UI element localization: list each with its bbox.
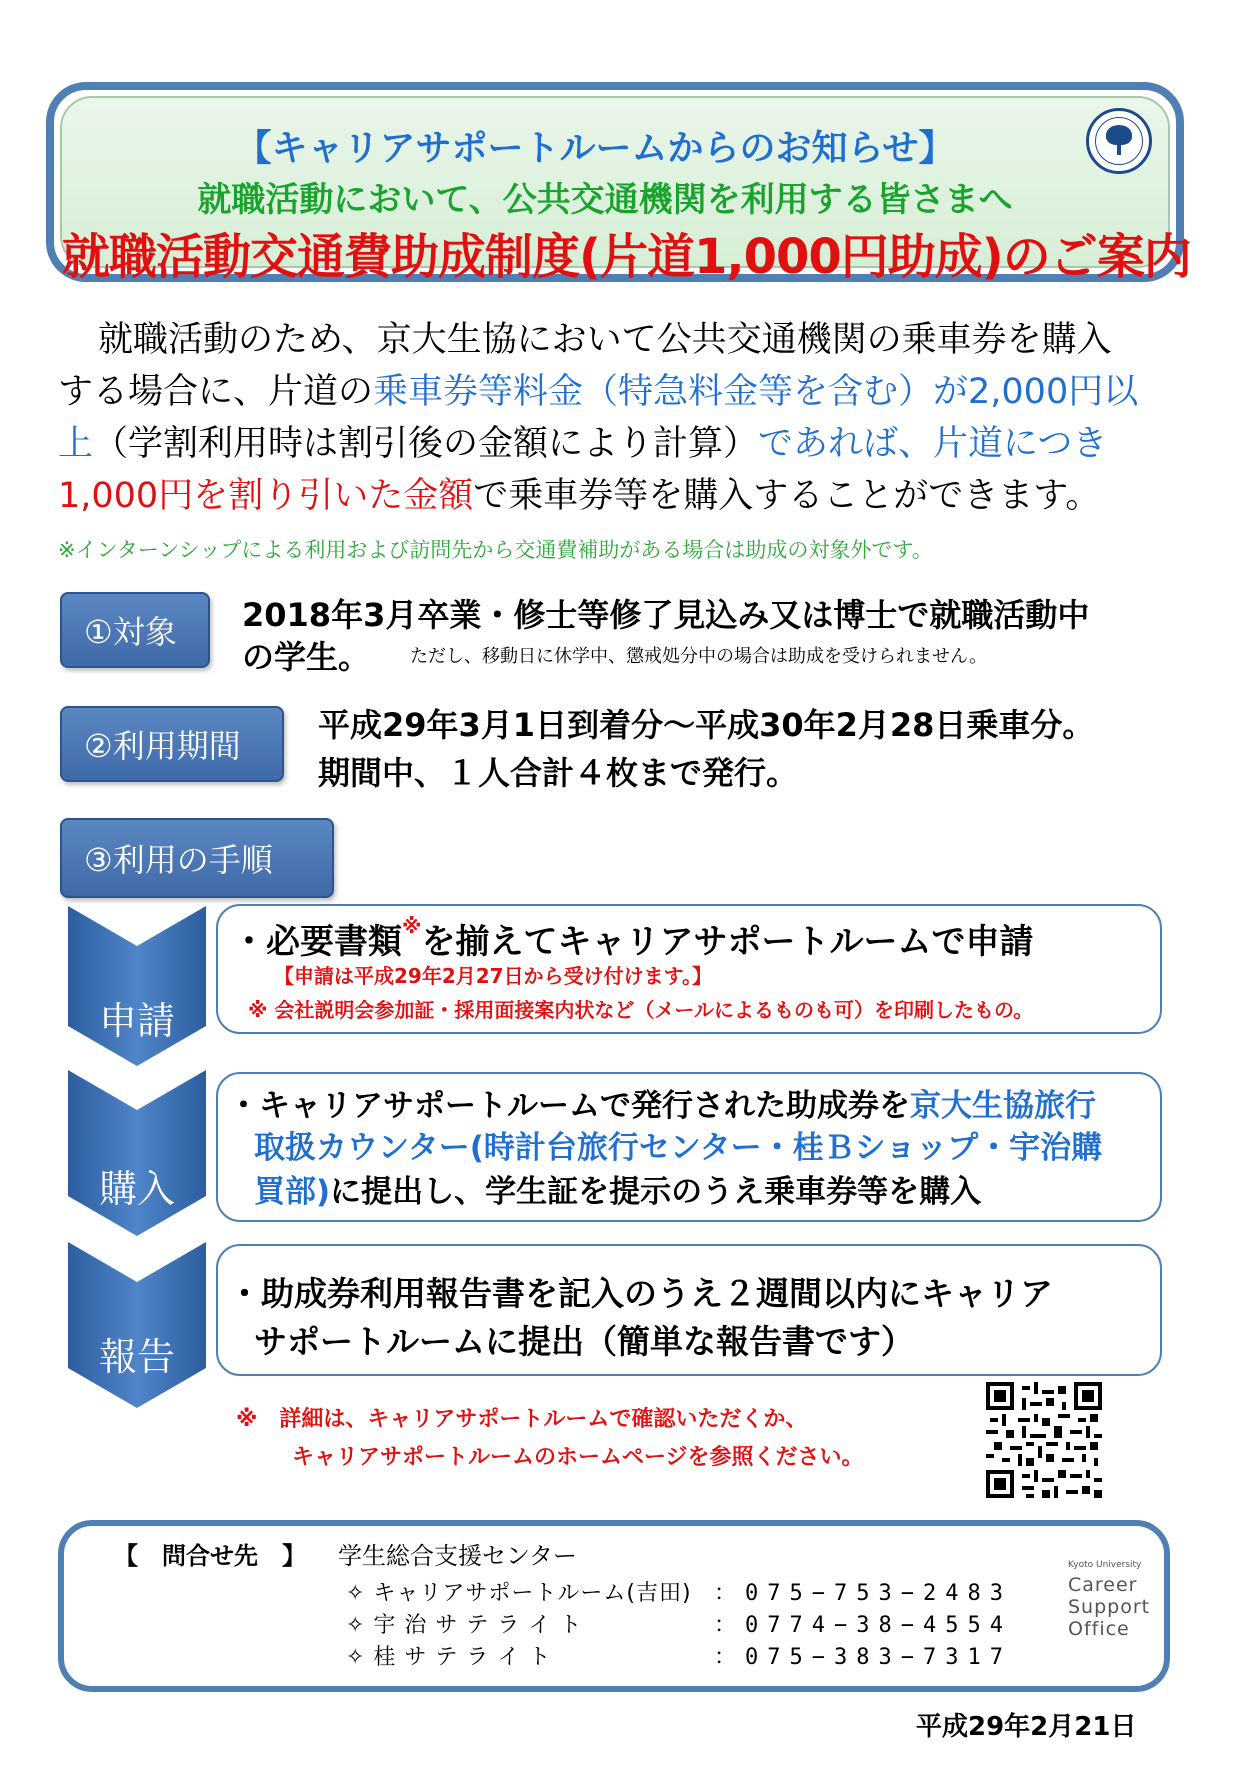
step-purchase-line-3: [254, 1166, 981, 1211]
period-text-2: 期間中、１人合計４枚まで発行。: [318, 754, 799, 792]
step-apply-box: [216, 904, 1162, 1034]
contact-heading: 【 問合せ先 】: [114, 1542, 306, 1570]
intro-line-3: [58, 416, 1107, 466]
step-text: ・キャリアサポートルームで発行された助成券を: [228, 1088, 910, 1124]
step-report-line-2: サポートルームに提出（簡単な報告書です）: [254, 1322, 914, 1361]
step-apply-docs-note: ※ 会社説明会参加証・採用面接案内状など（メールによるものも可）を印刷したもの。: [248, 998, 1034, 1022]
contact-organization: 学生総合支援センター: [338, 1542, 578, 1570]
period-text-1: 平成29年3月1日到着分～平成30年2月28日乗車分。: [318, 706, 1095, 744]
step-purchase-line-2: 取扱カウンター(時計台旅行センター・桂Ｂショップ・宇治購: [254, 1130, 1103, 1166]
step-text: を揃えてキャリアサポートルームで申請: [421, 922, 1034, 962]
contact-name-uji: ✧ 宇 治 サ テ ラ イ ト: [346, 1613, 583, 1638]
intro-highlight-discount: 1,000円を割り引いた金額: [58, 476, 474, 516]
step-text: に提出し、学生証を提示のうえ乗車券等を購入: [330, 1174, 982, 1210]
procedure-label: ③利用の手順: [60, 818, 334, 898]
step-text: ・必要書類: [232, 922, 402, 962]
details-note-1: ※ 詳細は、キャリアサポートルームで確認いただくか、: [236, 1407, 808, 1432]
intro-line-1: 就職活動のため、京大生協において公共交通機関の乗車券を購入: [98, 320, 1112, 360]
step-chevron-report: [68, 1242, 206, 1408]
contact-name-katsura: ✧ 桂 サ テ ラ イ ト: [346, 1645, 552, 1670]
step-purchase-line-1: [228, 1080, 1096, 1125]
page-title: 就職活動交通費助成制度(片道1,000円助成)のご案内: [62, 229, 1191, 285]
step-report-line-1: ・助成券利用報告書を記入のうえ２週間以内にキャリア: [228, 1274, 1053, 1313]
step-purchase-box: [216, 1072, 1162, 1222]
step-chevron-purchase: [68, 1070, 206, 1236]
intro-line-4: [58, 468, 1100, 518]
header-subtitle: 就職活動において、公共交通機関を利用する皆さまへ: [197, 180, 1013, 220]
university-seal-icon: [1086, 108, 1152, 174]
chevron-label: 申請: [98, 999, 175, 1043]
target-text-1: 2018年3月卒業・修士等修了見込み又は博士で就職活動中: [242, 596, 1090, 634]
qr-code-icon[interactable]: [986, 1382, 1102, 1498]
step-apply-main: [232, 914, 1033, 963]
contact-phone-yoshida[interactable]: ：075−753−2483: [714, 1581, 1012, 1606]
contact-phone-katsura[interactable]: ：075−383−7317: [714, 1645, 1012, 1670]
intro-highlight-above: 上: [58, 424, 94, 464]
header-inner-panel: [60, 96, 1191, 285]
issue-date: 平成29年2月21日: [916, 1712, 1137, 1742]
logo-university: Kyoto University: [1068, 1560, 1142, 1570]
target-text-2: の学生。: [242, 638, 371, 676]
header-notice-line: 【キャリアサポートルームからのお知らせ】: [235, 128, 955, 169]
intro-text: （学割利用時は割引後の金額により計算）: [93, 424, 759, 464]
header-banner: [46, 82, 1191, 285]
footnote-mark: ※: [402, 914, 422, 938]
period-label: ②利用期間: [60, 706, 284, 782]
step-report-box: [216, 1244, 1162, 1376]
intro-text: する場合に、片道の: [58, 372, 374, 412]
logo-word-2: Support: [1068, 1596, 1151, 1618]
chevron-label: 報告: [98, 1335, 175, 1379]
contact-phone-uji[interactable]: ：0774−38−4554: [714, 1613, 1012, 1638]
intro-highlight-per-trip: であれば、片道につき: [758, 424, 1108, 464]
details-note-2: キャリアサポートルームのホームページを参照ください。: [292, 1445, 864, 1470]
logo-word-1: Career: [1068, 1574, 1138, 1596]
logo-word-3: Office: [1068, 1618, 1130, 1640]
step-highlight: 買部): [254, 1174, 331, 1210]
chevron-label: 購入: [98, 1167, 175, 1211]
step-apply-date-note: 【申請は平成29年2月27日から受け付けます。】: [274, 964, 712, 988]
intro-text: で乗車券等を購入することができます。: [473, 476, 1101, 516]
target-label: ①対象: [60, 592, 210, 668]
contact-name-yoshida: ✧ キャリアサポートルーム(吉田): [346, 1581, 692, 1606]
step-highlight: 京大生協旅行: [910, 1088, 1096, 1124]
exclusion-note: ※インターンシップによる利用および訪問先から交通費補助がある場合は助成の対象外です。: [58, 538, 933, 562]
intro-line-2: [58, 364, 1138, 414]
step-chevron-apply: [68, 906, 206, 1066]
intro-highlight-fare: 乗車券等料金（特急料金等を含む）が2,000円以: [373, 372, 1139, 412]
target-note: ただし、移動日に休学中、懲戒処分中の場合は助成を受けられません。: [410, 646, 988, 667]
